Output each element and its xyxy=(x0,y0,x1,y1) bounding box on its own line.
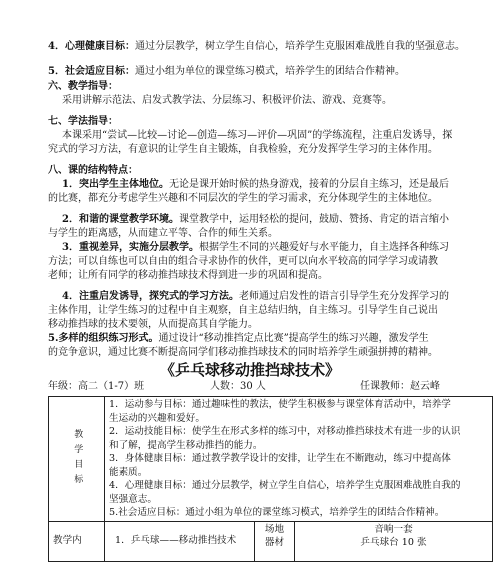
goal-line: 和了解，提高学生移动推挡的能力。 xyxy=(109,439,263,451)
section-6-heading: 六、教学指导： xyxy=(48,81,118,92)
content-cell: 1．乒乓球——移动推挡技术 xyxy=(105,521,255,561)
goals-row xyxy=(49,397,493,522)
feature-4-line-1 xyxy=(62,290,488,304)
section-7-text-2: 究式的学习方法，有意识的让学生自主锻炼，自我检验，充分发挥学生学习的主体作用。 xyxy=(48,144,438,155)
psych-goal-text: 通过分层教学，树立学生自信心，培养学生克服困难战胜自我的坚强意志。 xyxy=(134,41,465,52)
equipment-item: 乒乓球台 10 张 xyxy=(360,537,427,548)
venue-label-cell xyxy=(255,521,295,561)
content-label-cell: 教学内 xyxy=(49,521,105,561)
feature-3-line-2: 方法；可以自练也可以自由的组合寻求协作的伙伴，更可以向水平较高的同学学习或请教 xyxy=(48,256,438,267)
psych-goal-label: 4．心理健康目标： xyxy=(48,41,135,52)
feature-5-line-2: 的竞争意识，通过比赛不断提高同学们移动推挡球技术的同时培养学生顽强拼搏的精神。 xyxy=(48,347,438,358)
goal-line: 3．身体健康目标：通过教学教学设计的安排，让学生在不断跑动，练习中提高体 xyxy=(109,453,451,464)
feature-2-label: 2．和谐的课堂教学环境。 xyxy=(62,214,179,225)
feature-3-line-3: 老师；让所有同学的移动推挡球技术得到进一步的巩固和提高。 xyxy=(48,270,328,281)
grade-label: 年级：高二（1-7）班 xyxy=(48,381,145,392)
equipment-cell xyxy=(295,521,493,561)
feature-2-line-1 xyxy=(62,213,488,227)
goals-label-cell: 教学目标 xyxy=(49,397,105,522)
equipment-item: 音响一套 xyxy=(374,523,413,535)
section-7-text-1: 本课采用“尝试—比较—讨论—创造—练习—评价—巩固”的学练流程，注重启发诱导，探 xyxy=(62,130,453,141)
goal-line: 1．运动参与目标：通过趣味性的教法，使学生积极参与课堂体育活动中，培养学 xyxy=(109,399,451,410)
content-row xyxy=(49,521,493,561)
feature-5-label: 5.多样的组织练习形式。 xyxy=(48,333,159,344)
feature-1-label: 1．突出学生主体地位。 xyxy=(62,179,169,190)
feature-1-line-1 xyxy=(62,178,488,192)
goal-line: 生运动的兴趣和爱好。 xyxy=(109,412,205,424)
goal-line: 4．心理健康目标：通过分层教学，树立学生自信心，培养学生克服困难战胜自我的 xyxy=(109,480,461,491)
feature-5-text: 通过设计“移动推挡定点比赛”提高学生的练习兴趣，激发学生 xyxy=(158,333,429,344)
lesson-plan-table xyxy=(48,396,493,562)
feature-4-label: 4．注重启发诱导，探究式的学习方法。 xyxy=(62,291,239,302)
goal-line: 2．运动技能目标：使学生在形式多样的练习中，对移动推挡球技术有进一步的认识 xyxy=(109,426,461,437)
feature-3-line-1 xyxy=(62,241,488,255)
social-goal-line xyxy=(48,65,488,79)
feature-4-line-2: 主体作用，让学生练习的过程中自主观察，自主总结归纳，自主练习。引导学生自己说出 xyxy=(48,305,438,316)
social-goal-text: 通过小组为单位的课堂练习模式，培养学生的团结合作精神。 xyxy=(134,66,405,77)
feature-2-line-2: 与学生的距离感，从而建立平等、合作的师生关系。 xyxy=(48,228,278,239)
section-6-text: 采用讲解示范法、启发式教学法、分层练习、积极评价法、游戏、竞赛等。 xyxy=(62,95,392,106)
goal-line: 能素质。 xyxy=(109,466,148,478)
section-8-heading: 八、课的结构特点： xyxy=(48,165,138,176)
student-count: 人数：30 人 xyxy=(210,381,266,392)
feature-1-text: 无论是课开始时候的热身游戏，接着的分层自主练习，还是最后 xyxy=(168,179,449,190)
venue-label: 场地 xyxy=(264,523,285,535)
social-goal-label: 5．社会适应目标： xyxy=(48,66,135,77)
psych-goal-line xyxy=(48,40,488,54)
feature-4-line-3: 移动推挡球的技术要领，从而提高其自学能力。 xyxy=(48,319,258,330)
feature-2-text: 课堂教学中，运用轻松的提问，鼓励、赞扬、肯定的语言缩小 xyxy=(178,214,449,225)
feature-3-text: 根据学生不同的兴趣爱好与水平能力，自主选择各种练习 xyxy=(198,242,449,253)
feature-4-text: 老师通过启发性的语言引导学生充分发挥学习的 xyxy=(238,291,449,302)
section-7-heading: 七、学法指导： xyxy=(48,116,118,127)
lesson-title: 《乒乓球移动推挡球技术》 xyxy=(159,361,340,379)
goal-line: 5.社会适应目标：通过小组为单位的课堂练习模式，培养学生的团结合作精神。 xyxy=(109,507,445,518)
feature-1-line-2: 的比赛，都充分考虑学生兴趣和不同层次的学生的学习需求，充分体现学生的主体地位。 xyxy=(48,193,438,204)
teacher-name: 任课教师：赵云峰 xyxy=(360,381,440,392)
goal-line: 坚强意志。 xyxy=(109,493,157,505)
goals-cell xyxy=(105,397,493,522)
feature-5-line-1 xyxy=(48,332,488,346)
equipment-label: 器材 xyxy=(264,537,285,548)
feature-3-label: 3．重视差异，实施分层教学。 xyxy=(62,242,199,253)
